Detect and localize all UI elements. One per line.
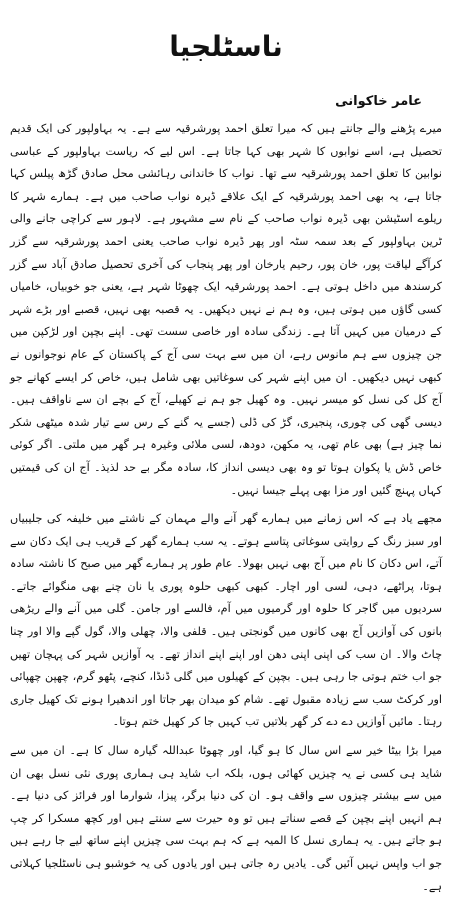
paragraph-3: میرا بڑا بیٹا خیر سے اس سال کا ہو گیا، اور چھوٹا عبداللہ گیارہ سال کا ہے۔ ان میں سے شاید ہی کسی نے یہ چیزیں کھائی ہوں، بلکہ اب شاید ہی ہماری پوری نئی نسل بھی ان میں سے بیشتر چیزوں سے واقف ہو۔ ان کی دنیا برگر، پیزا، شوارما اور فرائز کی دنیا ہے۔ ہم انہیں اپنے بچپن کے قصے سناتے ہیں تو وہ حیرت سے سنتے ہیں اور کچھ مسکرا کر چپ ہو جاتے ہیں۔ یہ ہماری نسل کا المیہ ہے کہ ہم بہت سی چیزیں اپنے ساتھ لیے جا رہے ہیں جو اب واپس نہیں آئیں گی۔ یادیں رہ جاتی ہیں اور یادوں کی یہ خوشبو ہی ناسٹلجیا کہلاتی ہے۔ xyxy=(10,744,442,893)
author-name: عامر خاکوانی xyxy=(335,94,422,109)
article-body xyxy=(10,118,442,898)
article-title: ناسٹلجیا xyxy=(169,30,283,63)
paragraph-2: مجھے یاد ہے کہ اس زمانے میں ہمارے گھر آنے والے مہمان کے ناشتے میں خلیفہ کی جلیبیاں اور سبز رنگ کے روایتی سوغاتی پتاسے ہوتے۔ یہ سب ہمارے گھر کے قریب ہی ایک دکان سے آتے، اس دکان کا نام میں آج بھی نہیں بھولا۔ عام طور پر ہمارے گھر میں صبح کا ناشتہ سادہ ہوتا، پراٹھے، دہی، لسی اور اچار۔ کبھی کبھی حلوہ پوری یا نان چنے بھی منگوائے جاتے۔ سردیوں میں گاجر کا حلوہ اور گرمیوں میں آم، فالسے اور جامن۔ گلی میں آنے والے ریڑھی بانوں کی آوازیں آج بھی کانوں میں گونجتی ہیں۔ قلفی والا، چھلی والا، گول گپے والا اور چنا چاٹ والا۔ ان سب کی اپنی اپنی دھن اور اپنے اپنے انداز تھے۔ یہ آوازیں شہر کی پہچان تھیں جو اب ختم ہوتی جا رہی ہیں۔ بچپن کے کھیلوں میں گلی ڈنڈا، کنچے، پٹھو گرم، چھپن چھپائی اور کرکٹ سب سے زیادہ مقبول تھے۔ شام کو میدان بھر جاتا اور اندھیرا ہونے تک کھیل جاری رہتا۔ مائیں آوازیں دے دے کر گھر بلاتیں تب کہیں جا کر کھیل ختم ہوتا۔ xyxy=(10,512,442,729)
paragraph-1: میرے پڑھنے والے جانتے ہیں کہ میرا تعلق احمد پورشرقیہ سے ہے۔ یہ بہاولپور کی ایک قدیم تحصیل ہے، اسے نوابوں کا شہر بھی کہا جاتا ہے۔ اس لیے کہ ریاست بہاولپور کے عباسی نوابین کا تعلق احمد پورشرقیہ سے تھا۔ نواب کا خاندانی رہائشی محل صادق گڑھ پیلس کہا جاتا ہے، یہ بھی احمد پورشرقیہ کے ایک علاقے ڈیرہ نواب صاحب میں ہے۔ ہمارے شہر کا ریلوے اسٹیشن بھی ڈیرہ نواب صاحب کے نام سے مشہور ہے۔ لاہور سے کراچی جانے والی ٹرین بہاولپور کے بعد سمہ سٹہ اور پھر ڈیرہ نواب صاحب یعنی احمد پورشرقیہ سے گزر کرآگے لیاقت پور، خان پور، رحیم یارخان اور پھر پنجاب کی آخری تحصیل صادق آباد سے گزر کرسندھ میں داخل ہوتی ہے۔ احمد پورشرقیہ ایک چھوٹا شہر ہے، یعنی جو خوبیاں، خامیاں کسی گاؤں میں ہوتی ہیں، وہ ہم نے نہیں دیکھیں۔ یہ قصبہ بھی نہیں، قصبے اور بڑے شہر کے درمیان میں کہیں آتا ہے۔ زندگی سادہ اور خاصی سست تھی۔ اپنے بچپن اور لڑکپن میں جن چیزوں سے ہم مانوس رہے، ان میں سے بہت سی آج کے پاکستان کے عام نوجوانوں نے کبھی نہیں دیکھیں۔ ان میں اپنے شہر کی سوغاتیں بھی شامل ہیں، خاص کر ایسے کھانے جو آج کل کی نسل کو میسر نہیں۔ وہ کھیل جو ہم نے کھیلے، آج کے بچے ان سے ناواقف ہیں۔ دیسی گھی کی چوری، پنجیری، گڑ کی ڈلی (جسے یہ گنے کے رس سے تیار شدہ میٹھی شکر نما چیز ہے) بھی عام تھی، یہ مکھن، دودھ، لسی ملائی وغیرہ ہر گھر میں ملتی۔ اگر کوئی خاص ڈش یا پکوان ہوتا تو وہ بھی دیسی انداز کا، سادہ مگر بے حد لذیذ۔ آج ان کی قیمتیں کہاں پہنچ گئیں اور مزا بھی پہلے جیسا نہیں۔ xyxy=(10,122,442,497)
